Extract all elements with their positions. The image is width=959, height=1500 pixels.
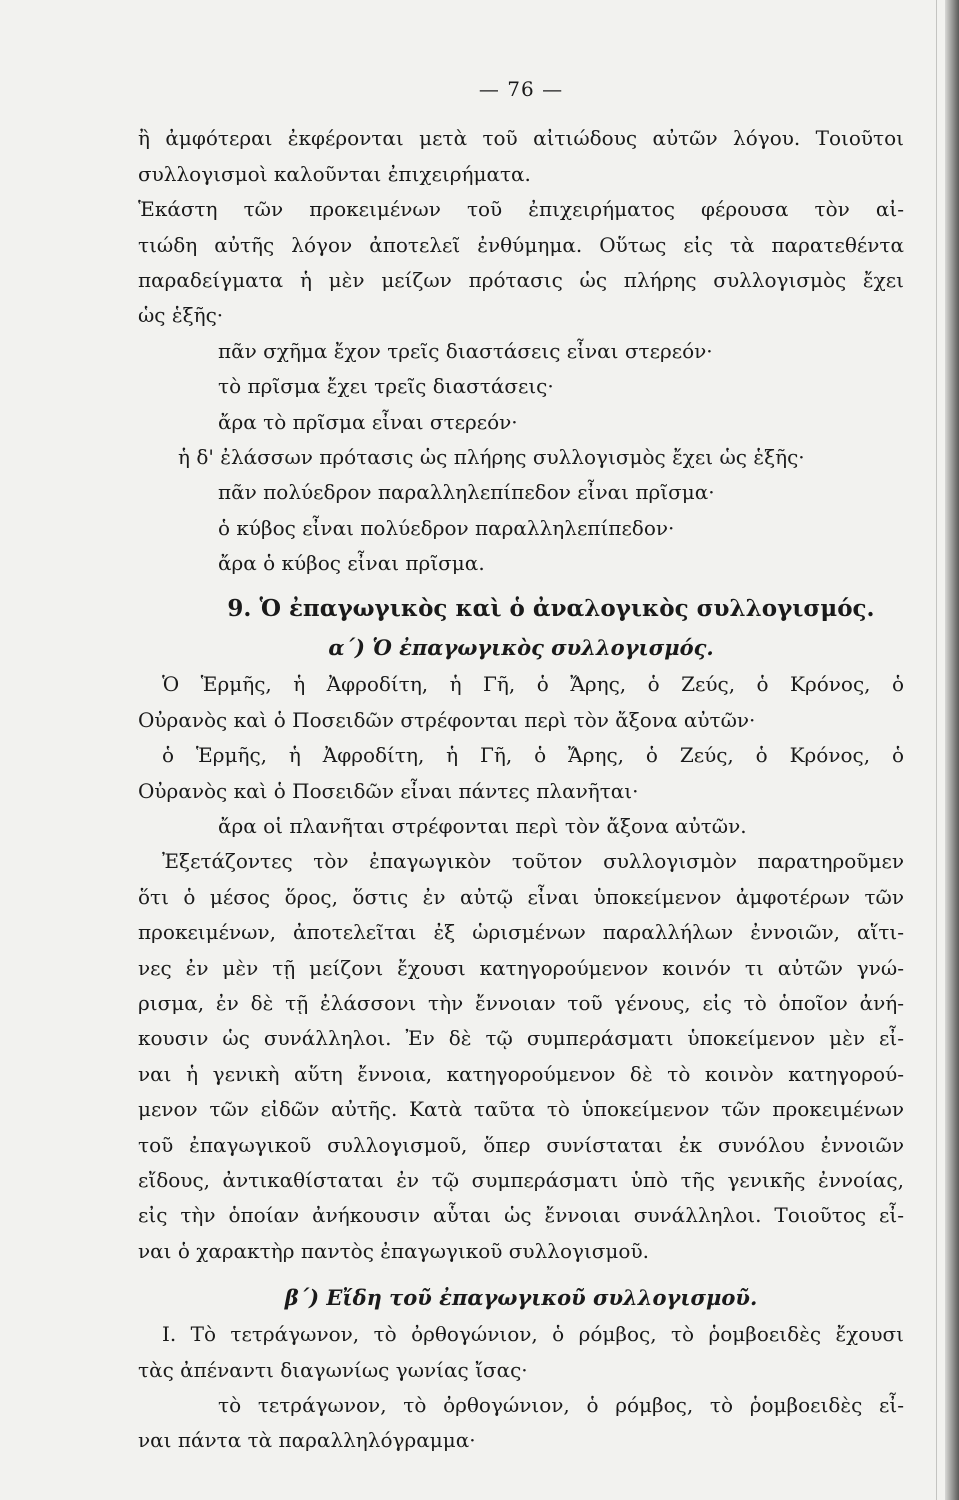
syllogism-line: ἄρα τὸ πρῖσμα εἶναι στερεόν·: [218, 409, 518, 434]
text-line: ἡ δ' ἐλάσσων πρότασις ὡς πλήρης συλλογισμὸς ἔχει ὡς ἑξῆς·: [178, 444, 805, 469]
text-line: ὅτι ὁ μέσος ὅρος, ὅστις ἐν αὐτῷ εἶναι ὑποκείμενον ἀμφοτέρων τῶν: [138, 884, 904, 909]
syllogism-line: πᾶν σχῆμα ἔχον τρεῖς διαστάσεις εἶναι στερεόν·: [218, 338, 713, 363]
text-line: τιώδη αὐτῆς λόγον ἀποτελεῖ ἐνθύμημα. Οὕτως εἰς τὰ παρατεθέντα: [138, 232, 904, 257]
text-line: προκειμένων, ἀποτελεῖται ἐξ ὡρισμένων παραλλήλων ἐννοιῶν, αἵτι-: [138, 920, 904, 945]
syllogism-line: τὸ πρῖσμα ἔχει τρεῖς διαστάσεις·: [218, 374, 554, 399]
page-content: [138, 72, 904, 1459]
text-line: τὰς ἀπέναντι διαγωνίως γωνίας ἴσας·: [138, 1357, 528, 1382]
syllogism-line: πᾶν πολύεδρον παραλληλεπίπεδον εἶναι πρῖσμα·: [218, 480, 715, 505]
text-line: τοῦ ἐπαγωγικοῦ συλλογισμοῦ, ὅπερ συνίσταται ἐκ συνόλου ἐννοιῶν: [138, 1132, 904, 1157]
book-gutter: [945, 0, 959, 1500]
syllogism-line: ὁ κύβος εἶναι πολύεδρον παραλληλεπίπεδον·: [218, 515, 675, 540]
text-line: I. Τὸ τετράγωνον, τὸ ὀρθογώνιον, ὁ ρόμβος, τὸ ῥομβοειδὲς ἔχουσι: [162, 1322, 904, 1347]
text-line: ναι πάντα τὰ παραλληλόγραμμα·: [138, 1428, 476, 1453]
text-line: ὡς ἑξῆς·: [138, 303, 224, 328]
text-line: ρισμα, ἐν δὲ τῇ ἐλάσσονι τὴν ἔννοιαν τοῦ γένους, εἰς τὸ ὁποῖον ἀνή-: [138, 991, 904, 1015]
text-line: ὁ Ἑρμῆς, ἡ Ἀφροδίτη, ἡ Γῆ, ὁ Ἄρης, ὁ Ζεύς, ὁ Κρόνος, ὁ: [162, 743, 904, 768]
section-heading: 9. Ὁ ἐπαγωγικὸς καὶ ὁ ἀναλογικὸς συλλογισμός.: [227, 595, 875, 623]
subsection-heading-b: β΄) Εἴδη τοῦ ἐπαγωγικοῦ συλλογισμοῦ.: [284, 1285, 758, 1311]
text-line: εἰς τὴν ὁποίαν ἀνήκουσιν αὗται ὡς ἔννοιαι συνάλληλοι. Τοιοῦτος εἶ-: [138, 1203, 904, 1228]
text-line: Ὁ Ἑρμῆς, ἡ Ἀφροδίτη, ἡ Γῆ, ὁ Ἄρης, ὁ Ζεύς, ὁ Κρόνος, ὁ: [162, 672, 904, 697]
text-line: εἴδους, ἀντικαθίσταται ἐν τῷ συμπεράσματι ὑπὸ τῆς γενικῆς ἐννοίας,: [138, 1167, 904, 1192]
binding-edge-line: [936, 0, 937, 1500]
text-line: Ἐξετάζοντες τὸν ἐπαγωγικὸν τοῦτον συλλογισμὸν παρατηροῦμεν: [162, 849, 904, 874]
text-line: τὸ τετράγωνον, τὸ ὀρθογώνιον, ὁ ρόμβος, τὸ ῥομβοειδὲς εἶ-: [218, 1392, 904, 1417]
syllogism-line: ἄρα οἱ πλανῆται στρέφονται περὶ τὸν ἄξονα αὐτῶν.: [218, 814, 747, 839]
text-line: νες ἐν μὲν τῇ μείζονι ἔχουσι κατηγορούμενον κοινόν τι αὐτῶν γνώ-: [138, 955, 904, 980]
text-line: ἢ ἀμφότεραι ἐκφέρονται μετὰ τοῦ αἰτιώδους αὐτῶν λόγου. Τοιοῦτοι: [138, 126, 904, 151]
text-line: μενον τῶν εἰδῶν αὐτῆς. Κατὰ ταῦτα τὸ ὑποκείμενον τῶν προκειμένων: [138, 1097, 904, 1122]
subsection-heading-a: α΄) Ὁ ἐπαγωγικὸς συλλογισμός.: [328, 635, 714, 661]
text-line: Ἑκάστη τῶν προκειμένων τοῦ ἐπιχειρήματος φέρουσα τὸν αἰ-: [138, 197, 904, 222]
text-line: κουσιν ὡς συνάλληλοι. Ἐν δὲ τῷ συμπεράσματι ὑποκείμενον μὲν εἶ-: [138, 1026, 904, 1051]
text-line: Οὐρανὸς καὶ ὁ Ποσειδῶν εἶναι πάντες πλανῆται·: [138, 778, 639, 803]
text-line: ναι ἡ γενικὴ αὕτη ἔννοια, κατηγορούμενον δὲ τὸ κοινὸν κατηγορού-: [138, 1061, 904, 1086]
text-line: ναι ὁ χαρακτὴρ παντὸς ἐπαγωγικοῦ συλλογισμοῦ.: [138, 1238, 649, 1263]
text-line: συλλογισμοὶ καλοῦνται ἐπιχειρήματα.: [138, 161, 531, 186]
text-line: Οὐρανὸς καὶ ὁ Ποσειδῶν στρέφονται περὶ τὸν ἄξονα αὐτῶν·: [138, 707, 756, 732]
page-number: — 76 —: [478, 77, 564, 101]
syllogism-line: ἄρα ὁ κύβος εἶναι πρῖσμα.: [218, 551, 485, 576]
text-line: παραδείγματα ἡ μὲν μείζων πρότασις ὡς πλήρης συλλογισμὸς ἔχει: [138, 267, 904, 292]
